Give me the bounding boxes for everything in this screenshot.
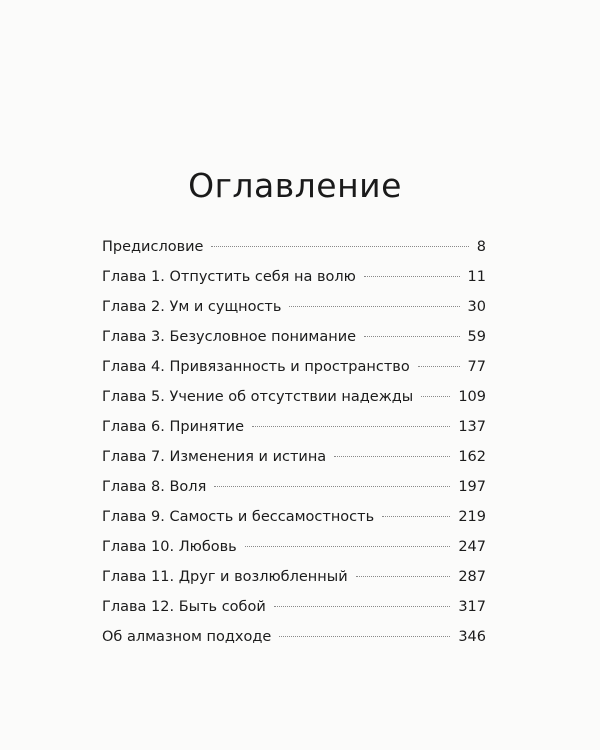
toc-entry-chapter-12 xyxy=(102,592,486,622)
toc-entry-label: Глава 12. Быть собой xyxy=(102,599,266,615)
toc-entry-label: Глава 8. Воля xyxy=(102,479,207,495)
toc-entry-label: Глава 11. Друг и возлюбленный xyxy=(102,569,348,585)
toc-entry-chapter-1 xyxy=(102,262,486,292)
toc-entry-page: 30 xyxy=(467,299,486,315)
toc-entry-page: 287 xyxy=(458,569,486,585)
toc-entry-chapter-2 xyxy=(102,292,486,322)
toc-dot-leader xyxy=(274,606,451,607)
toc-dot-leader xyxy=(382,516,450,517)
toc-entry-page: 137 xyxy=(458,419,486,435)
toc-entry-label: Глава 3. Безусловное понимание xyxy=(102,329,357,345)
toc-dot-leader xyxy=(211,246,468,247)
toc-dot-leader xyxy=(279,636,450,637)
toc-dot-leader xyxy=(334,456,450,457)
toc-entry-label: Предисловие xyxy=(102,239,204,255)
toc-entry-page: 219 xyxy=(458,509,486,525)
toc-entry-page: 77 xyxy=(467,359,486,375)
toc-entry-label: Глава 2. Ум и сущность xyxy=(102,299,282,315)
toc-entry-page: 109 xyxy=(458,389,486,405)
toc-dot-leader xyxy=(245,546,451,547)
toc-dot-leader xyxy=(421,396,450,397)
toc-entry-label: Глава 10. Любовь xyxy=(102,539,237,555)
toc-entry-label: Глава 7. Изменения и истина xyxy=(102,449,327,465)
toc-entry-page: 11 xyxy=(467,269,486,285)
toc-entry-page: 317 xyxy=(458,599,486,615)
toc-entry-label: Глава 9. Самость и бессамостность xyxy=(102,509,375,525)
toc-entry-label: Глава 1. Отпустить себя на волю xyxy=(102,269,356,285)
toc-dot-leader xyxy=(364,336,459,337)
toc-entry-page: 8 xyxy=(476,239,486,255)
toc-entry-chapter-3 xyxy=(102,322,486,352)
toc-entry-afterword xyxy=(102,622,486,652)
toc-entry-chapter-8 xyxy=(102,472,486,502)
toc-entry-chapter-9 xyxy=(102,502,486,532)
toc-entry-chapter-6 xyxy=(102,412,486,442)
toc-entry-chapter-5 xyxy=(102,382,486,412)
toc-dot-leader xyxy=(356,576,451,577)
toc-entry-page: 247 xyxy=(458,539,486,555)
toc-dot-leader xyxy=(214,486,450,487)
toc-entry-chapter-7 xyxy=(102,442,486,472)
toc-entry-page: 162 xyxy=(458,449,486,465)
toc-entry-label: Глава 6. Принятие xyxy=(102,419,245,435)
toc-entry-label: Глава 4. Привязанность и пространство xyxy=(102,359,410,375)
toc-entry-chapter-11 xyxy=(102,562,486,592)
toc-entry-page: 197 xyxy=(458,479,486,495)
toc-entry-page: 59 xyxy=(467,329,486,345)
table-of-contents xyxy=(102,232,486,652)
toc-dot-leader xyxy=(418,366,460,367)
toc-entry-chapter-4 xyxy=(102,352,486,382)
toc-dot-leader xyxy=(289,306,459,307)
toc-dot-leader xyxy=(252,426,450,427)
toc-entry-chapter-10 xyxy=(102,532,486,562)
toc-entry-label: Об алмазном подходе xyxy=(102,629,272,645)
toc-entry-label: Глава 5. Учение об отсутствии надежды xyxy=(102,389,414,405)
page-title: Оглавление xyxy=(188,166,402,205)
toc-dot-leader xyxy=(364,276,460,277)
toc-entry-page: 346 xyxy=(458,629,486,645)
toc-entry-preface xyxy=(102,232,486,262)
